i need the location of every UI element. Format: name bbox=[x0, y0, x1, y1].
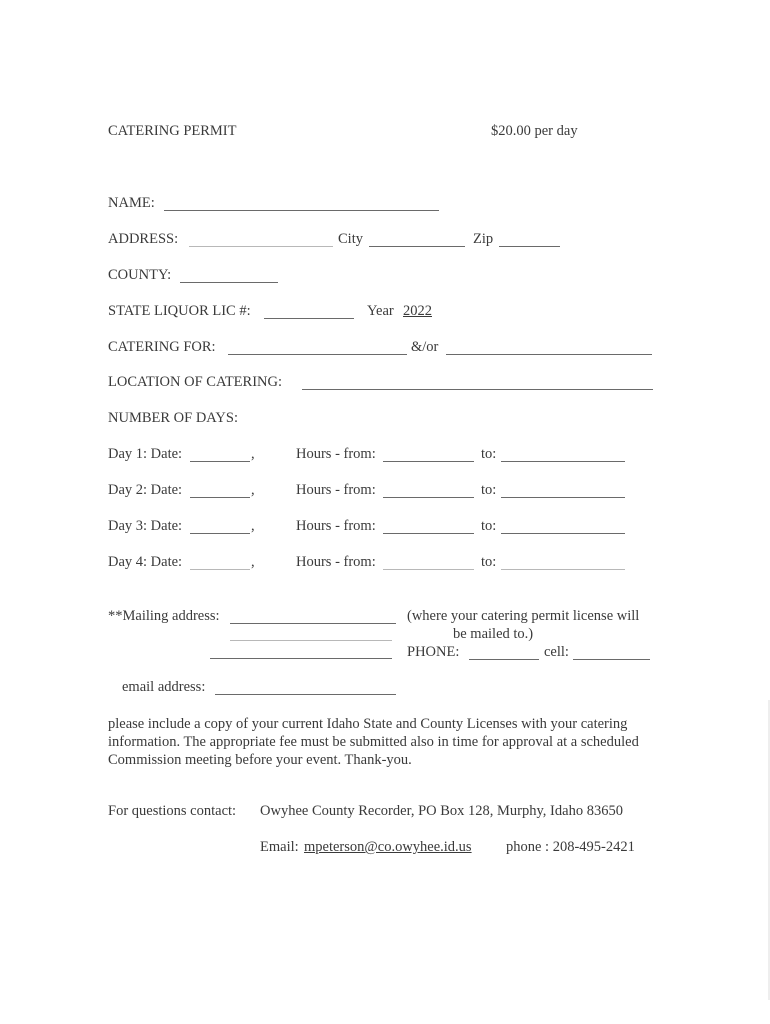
phone-label: PHONE: bbox=[407, 644, 460, 660]
city-field-line[interactable] bbox=[369, 246, 465, 247]
day-hours-from-field-line[interactable] bbox=[383, 497, 474, 498]
fee-text: $20.00 per day bbox=[491, 123, 578, 139]
county-field-line[interactable] bbox=[180, 282, 278, 283]
day-date-field-line[interactable] bbox=[190, 569, 250, 570]
day-date-label: Day 3: Date: bbox=[108, 518, 183, 534]
mailing-note-line2: be mailed to.) bbox=[453, 626, 534, 642]
day-hours-to-field-line[interactable] bbox=[501, 533, 625, 534]
form-title: CATERING PERMIT bbox=[108, 123, 237, 139]
number-of-days-label: NUMBER OF DAYS: bbox=[108, 410, 238, 426]
day-hours-to-field-line[interactable] bbox=[501, 569, 625, 570]
email-address-label: email address: bbox=[122, 679, 206, 695]
county-label: COUNTY: bbox=[108, 267, 172, 283]
contact-email-label: Email: bbox=[260, 839, 299, 855]
day-to-label: to: bbox=[481, 446, 497, 462]
year-value: 2022 bbox=[403, 303, 432, 319]
mailing-note-line1: (where your catering permit license will bbox=[407, 608, 640, 624]
day-to-label: to: bbox=[481, 518, 497, 534]
contact-address: Owyhee County Recorder, PO Box 128, Murphy, Idaho 83650 bbox=[260, 803, 623, 819]
catering-for-label: CATERING FOR: bbox=[108, 339, 216, 355]
contact-label: For questions contact: bbox=[108, 803, 237, 819]
cell-label: cell: bbox=[544, 644, 569, 660]
mailing-address-field-line[interactable] bbox=[230, 623, 396, 624]
catering-for-field-line[interactable] bbox=[228, 354, 407, 355]
day-to-label: to: bbox=[481, 482, 497, 498]
instructions-paragraph: please include a copy of your current Idaho State and County Licenses with your catering information. The appropriate fee must be submitted also in time for approval at a scheduled Commission meeting before your event. Thank-you. bbox=[108, 716, 639, 768]
day-hours-label: Hours - from: bbox=[296, 446, 376, 462]
location-label: LOCATION OF CATERING: bbox=[108, 374, 282, 390]
name-field-line[interactable] bbox=[164, 210, 439, 211]
day-to-label: to: bbox=[481, 554, 497, 570]
andor-label: &/or bbox=[411, 339, 439, 355]
day-hours-to-field-line[interactable] bbox=[501, 497, 625, 498]
city-label: City bbox=[338, 231, 363, 247]
day-date-label: Day 1: Date: bbox=[108, 446, 183, 462]
day-hours-from-field-line[interactable] bbox=[383, 569, 474, 570]
mailing-address-field-line-3[interactable] bbox=[210, 658, 392, 659]
day-date-field-line[interactable] bbox=[190, 497, 250, 498]
catering-for-alt-field-line[interactable] bbox=[446, 354, 652, 355]
day-comma: , bbox=[251, 446, 255, 462]
liquor-license-field-line[interactable] bbox=[264, 318, 354, 319]
zip-label: Zip bbox=[473, 231, 494, 247]
day-hours-label: Hours - from: bbox=[296, 482, 376, 498]
email-address-field-line[interactable] bbox=[215, 694, 396, 695]
cell-field-line[interactable] bbox=[573, 659, 650, 660]
year-label: Year bbox=[367, 303, 394, 319]
day-hours-from-field-line[interactable] bbox=[383, 533, 474, 534]
phone-field-line[interactable] bbox=[469, 659, 539, 660]
location-field-line[interactable] bbox=[302, 389, 653, 390]
name-label: NAME: bbox=[108, 195, 155, 211]
contact-phone: phone : 208-495-2421 bbox=[506, 839, 635, 855]
zip-field-line[interactable] bbox=[499, 246, 560, 247]
day-date-label: Day 2: Date: bbox=[108, 482, 183, 498]
day-comma: , bbox=[251, 554, 255, 570]
day-hours-label: Hours - from: bbox=[296, 554, 376, 570]
day-comma: , bbox=[251, 482, 255, 498]
day-date-field-line[interactable] bbox=[190, 461, 250, 462]
day-date-field-line[interactable] bbox=[190, 533, 250, 534]
address-label: ADDRESS: bbox=[108, 231, 179, 247]
day-comma: , bbox=[251, 518, 255, 534]
mailing-address-label: **Mailing address: bbox=[108, 608, 220, 624]
day-hours-to-field-line[interactable] bbox=[501, 461, 625, 462]
mailing-address-field-line-2[interactable] bbox=[230, 640, 392, 641]
liquor-license-label: STATE LIQUOR LIC #: bbox=[108, 303, 251, 319]
day-date-label: Day 4: Date: bbox=[108, 554, 183, 570]
contact-email-link[interactable]: mpeterson@co.owyhee.id.us bbox=[304, 839, 472, 855]
day-hours-label: Hours - from: bbox=[296, 518, 376, 534]
address-field-line[interactable] bbox=[189, 246, 333, 247]
day-hours-from-field-line[interactable] bbox=[383, 461, 474, 462]
